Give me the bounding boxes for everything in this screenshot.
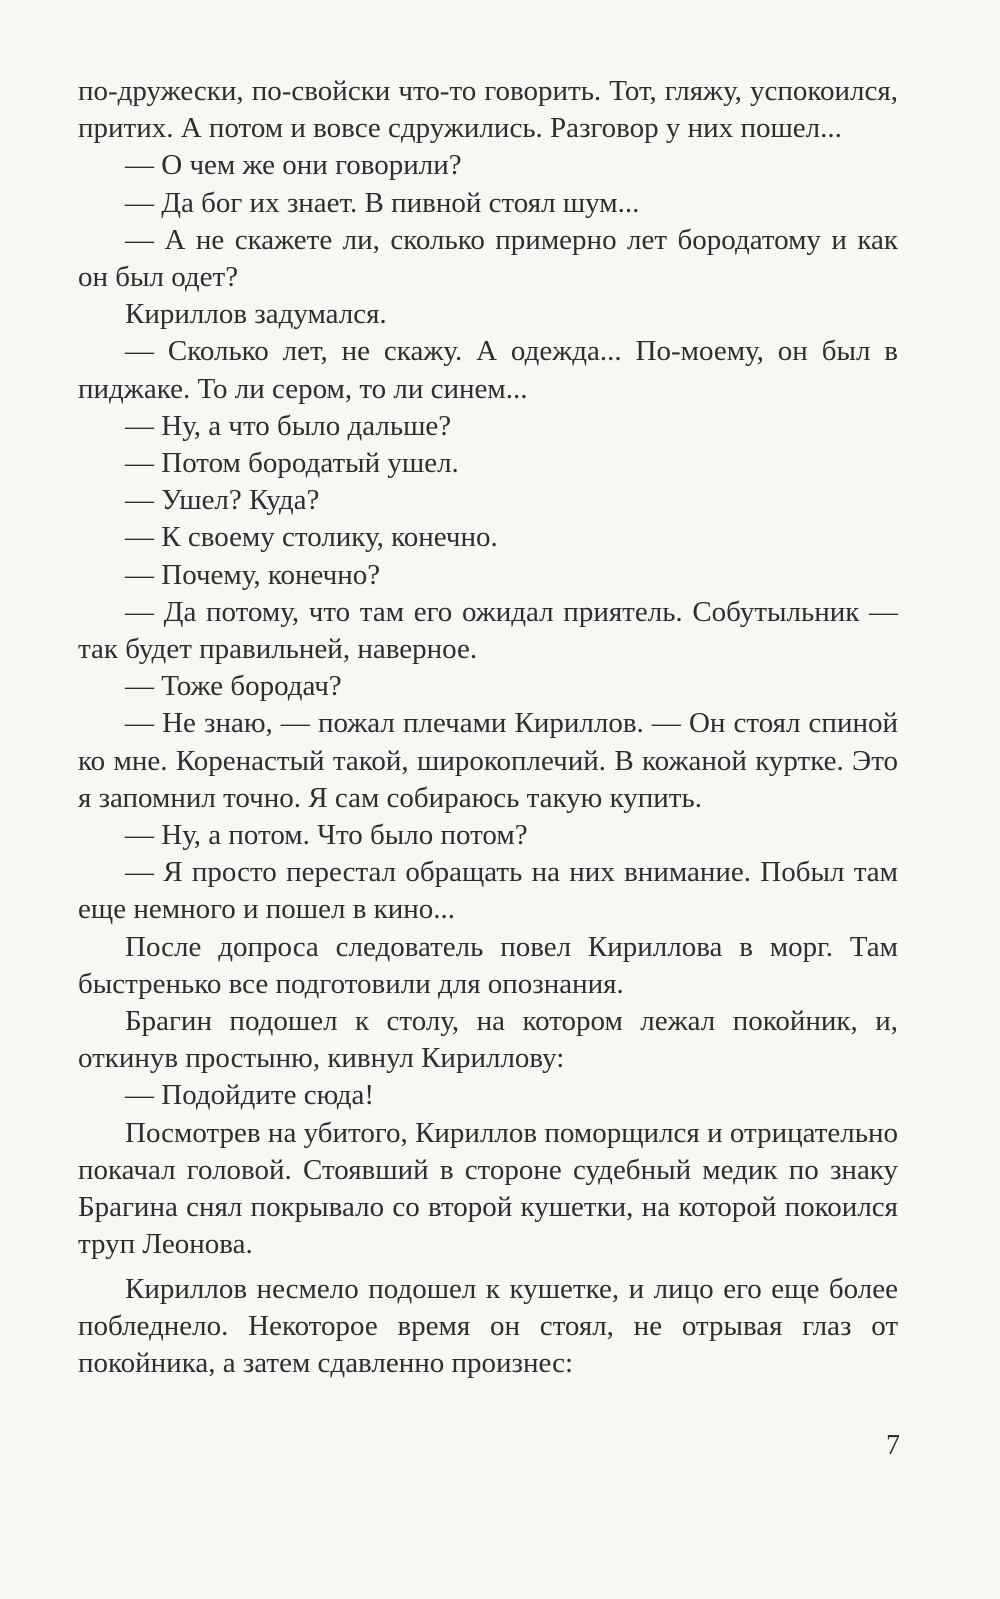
- paragraph: по-дружески, по-свойски что-то говорить. Тот, гляжу, успокоился, притих. А потом и вовсе сдружились. Разговор у них пошел...: [78, 75, 898, 145]
- paragraph: — Тоже бородач?: [125, 670, 342, 703]
- paragraph: — Почему, конечно?: [125, 558, 381, 591]
- paragraph: После допроса следователь повел Кириллова в морг. Там быстренько все подготовили для опознания.: [78, 930, 898, 1000]
- paragraph: — Сколько лет, не скажу. А одежда... По-моему, он был в пиджаке. То ли сером, то ли синем...: [78, 335, 898, 405]
- paragraph: — Не знаю, — пожал плечами Кириллов. — Он стоял спиной ко мне. Коренастый такой, широкоплечий. В кожаной куртке. Это я запомнил точно. Я сам собираюсь такую купить.: [78, 707, 898, 814]
- paragraph: — О чем же они говорили?: [125, 149, 462, 182]
- paragraph: — А не скажете ли, сколько примерно лет бородатому и как он был одет?: [78, 223, 898, 294]
- paragraph: — Потом бородатый ушел.: [125, 447, 459, 480]
- paragraph: — К своему столику, конечно.: [125, 521, 498, 554]
- paragraph: — Ну, а потом. Что было потом?: [125, 819, 528, 852]
- paragraph: — Да потому, что там его ожидал приятель. Собутыльник — так будет правильней, наверное.: [78, 595, 898, 666]
- paragraph: — Ну, а что было дальше?: [125, 409, 452, 442]
- page-text-body: [78, 73, 898, 1382]
- paragraph: Посмотрев на убитого, Кириллов поморщился и отрицательно покачал головой. Стоявший в стороне судебный медик по знаку Брагина снял покрывало со второй кушетки, на которой покоился труп Леонова.: [78, 1116, 898, 1261]
- paragraph: — Да бог их знает. В пивной стоял шум...: [125, 186, 640, 219]
- paragraph: Кириллов несмело подошел к кушетке, и лицо его еще более побледнело. Некоторое время он стоял, не отрывая глаз от покойника, а затем сдавленно произнес:: [78, 1272, 898, 1379]
- paragraph: Кириллов задумался.: [125, 298, 387, 331]
- paragraph: — Подойдите сюда!: [125, 1079, 375, 1112]
- paragraph: — Ушел? Куда?: [125, 484, 320, 517]
- page-number: 7: [886, 1430, 900, 1461]
- paragraph: Брагин подошел к столу, на котором лежал покойник, и, откинув простыню, кивнул Кириллову:: [78, 1005, 898, 1075]
- paragraph: — Я просто перестал обращать на них внимание. Побыл там еще немного и пошел в кино...: [78, 856, 898, 926]
